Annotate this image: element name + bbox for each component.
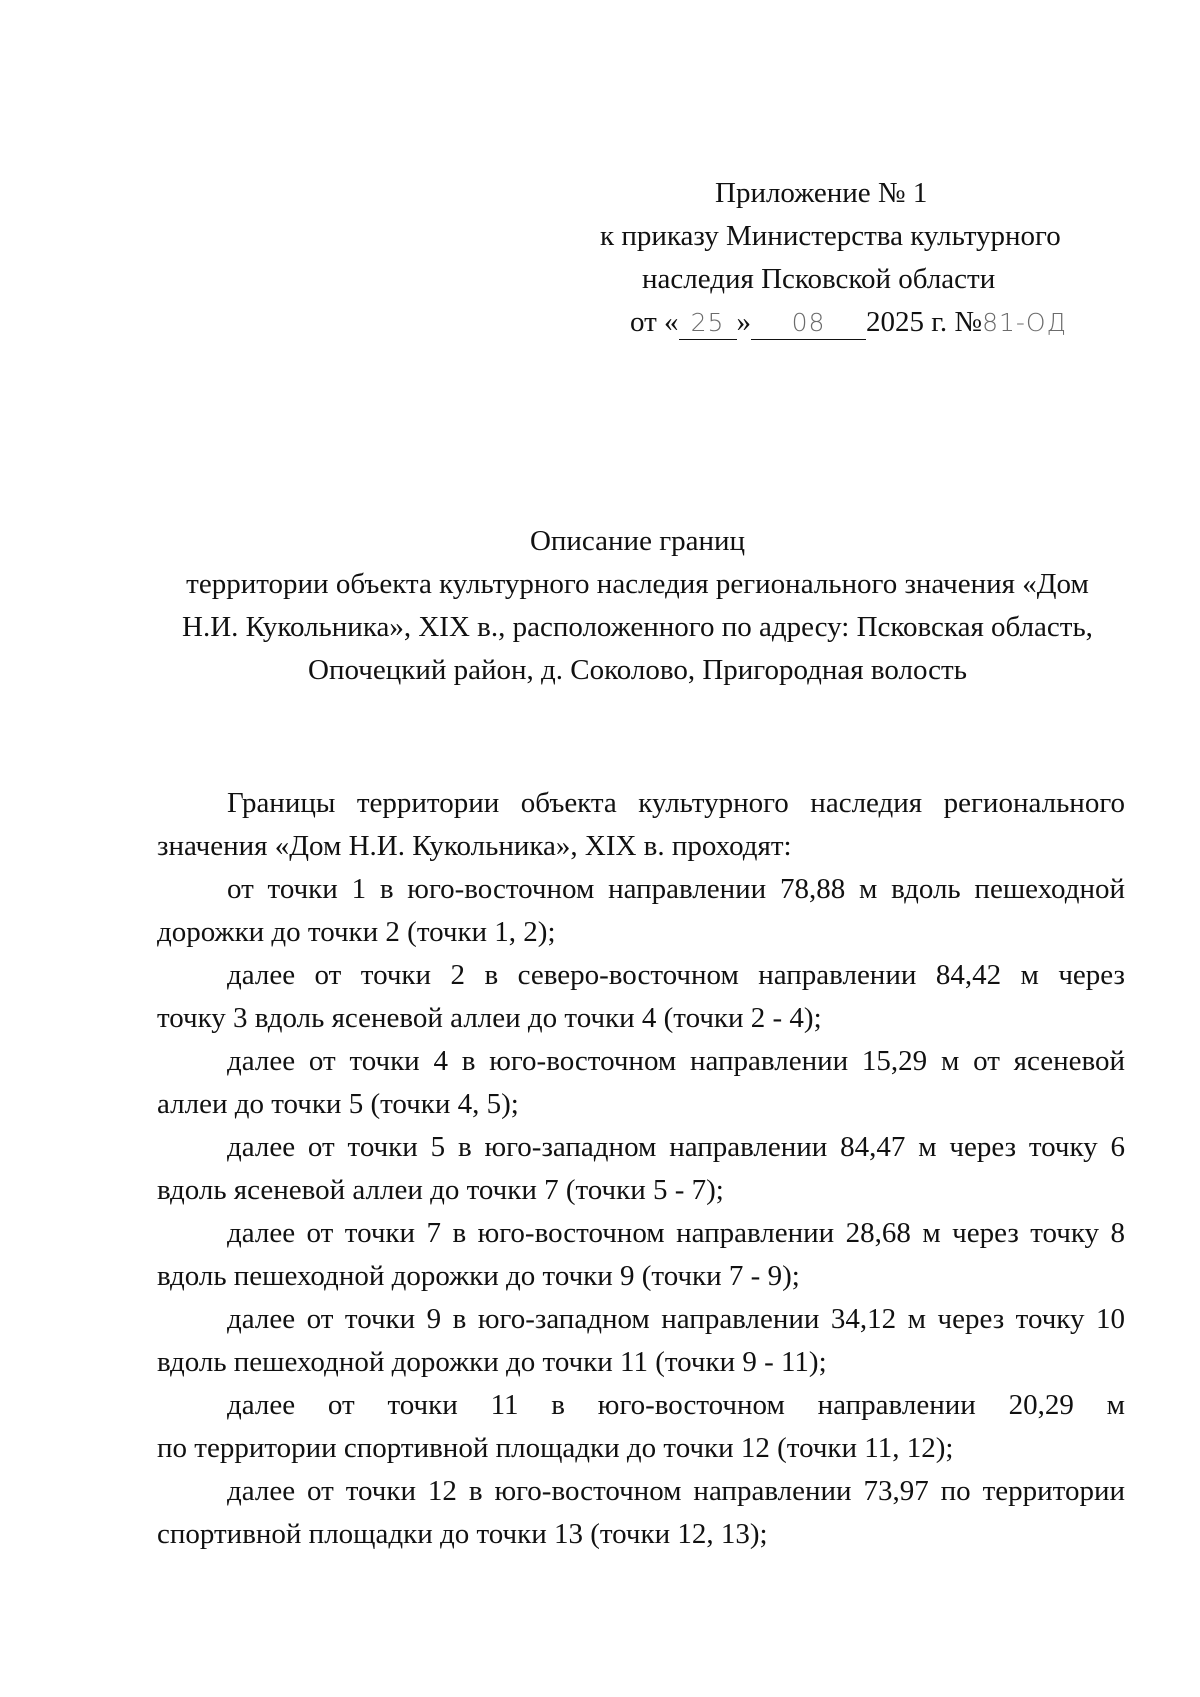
paragraph <box>157 1470 1125 1556</box>
date-prefix: от « <box>630 306 679 338</box>
paragraph-line: далее от точки 2 в северо-восточном направлении 84,42 м через <box>227 959 1125 991</box>
title-line-2: территории объекта культурного наследия регионального значения «Дом <box>186 568 1089 600</box>
paragraph-line: вдоль пешеходной дорожки до точки 11 (точки 9 - 11); <box>157 1346 827 1378</box>
paragraph-line: Границы территории объекта культурного наследия регионального <box>227 787 1125 819</box>
paragraph-line: вдоль пешеходной дорожки до точки 9 (точки 7 - 9); <box>157 1260 800 1292</box>
appendix-title: Приложение № 1 <box>715 177 928 209</box>
paragraph-line: далее от точки 7 в юго-восточном направлении 28,68 м через точку 8 <box>227 1217 1125 1249</box>
title-line-1: Описание границ <box>529 525 746 557</box>
paragraph-line: точку 3 вдоль ясеневой аллеи до точки 4 (точки 2 - 4); <box>157 1002 822 1034</box>
paragraph <box>157 1126 1125 1212</box>
paragraph <box>157 954 1125 1040</box>
date-day-handwritten: 25 <box>679 307 737 340</box>
title-line-4: Опочецкий район, д. Соколово, Пригородная волость <box>308 654 967 686</box>
paragraph <box>157 1298 1125 1384</box>
appendix-order-ref: к приказу Министерства культурного <box>600 220 1061 252</box>
paragraph <box>157 1212 1125 1298</box>
paragraph <box>157 782 1125 868</box>
paragraph <box>157 1040 1125 1126</box>
paragraph-line: дорожки до точки 2 (точки 1, 2); <box>157 916 556 948</box>
boundary-description <box>157 782 1125 1556</box>
paragraph <box>157 868 1125 954</box>
paragraph-line: значения «Дом Н.И. Кукольника», XIX в. проходят: <box>157 830 792 862</box>
paragraph-line: далее от точки 5 в юго-западном направлении 84,47 м через точку 6 <box>227 1131 1125 1163</box>
appendix-header <box>560 172 1120 344</box>
date-mid: » <box>736 306 752 338</box>
paragraph-line: далее от точки 4 в юго-восточном направлении 15,29 м от ясеневой <box>227 1045 1125 1077</box>
paragraph-line: по территории спортивной площадки до точки 12 (точки 11, 12); <box>157 1432 954 1464</box>
paragraph-line: далее от точки 12 в юго-восточном направлении 73,97 по территории <box>227 1475 1125 1507</box>
paragraph-line: от точки 1 в юго-восточном направлении 78,88 м вдоль пешеходной <box>227 873 1125 905</box>
document-title <box>150 520 1125 692</box>
paragraph-line: далее от точки 9 в юго-западном направлении 34,12 м через точку 10 <box>227 1303 1125 1335</box>
title-line-3: Н.И. Кукольника», XIX в., расположенного по адресу: Псковская область, <box>182 611 1093 643</box>
appendix-ministry: наследия Псковской области <box>642 263 996 295</box>
date-year: 2025 г. № <box>866 306 983 338</box>
paragraph-line: спортивной площадки до точки 13 (точки 12, 13); <box>157 1518 768 1550</box>
paragraph <box>157 1384 1125 1470</box>
order-number-handwritten: 81-ОД <box>982 308 1068 337</box>
appendix-date-line <box>560 301 1120 344</box>
paragraph-line: далее от точки 11 в юго-восточном направлении 20,29 м <box>227 1389 1125 1421</box>
paragraph-line: вдоль ясеневой аллеи до точки 7 (точки 5 - 7); <box>157 1174 724 1206</box>
date-month-handwritten: 08 <box>751 307 866 340</box>
paragraph-line: аллеи до точки 5 (точки 4, 5); <box>157 1088 519 1120</box>
